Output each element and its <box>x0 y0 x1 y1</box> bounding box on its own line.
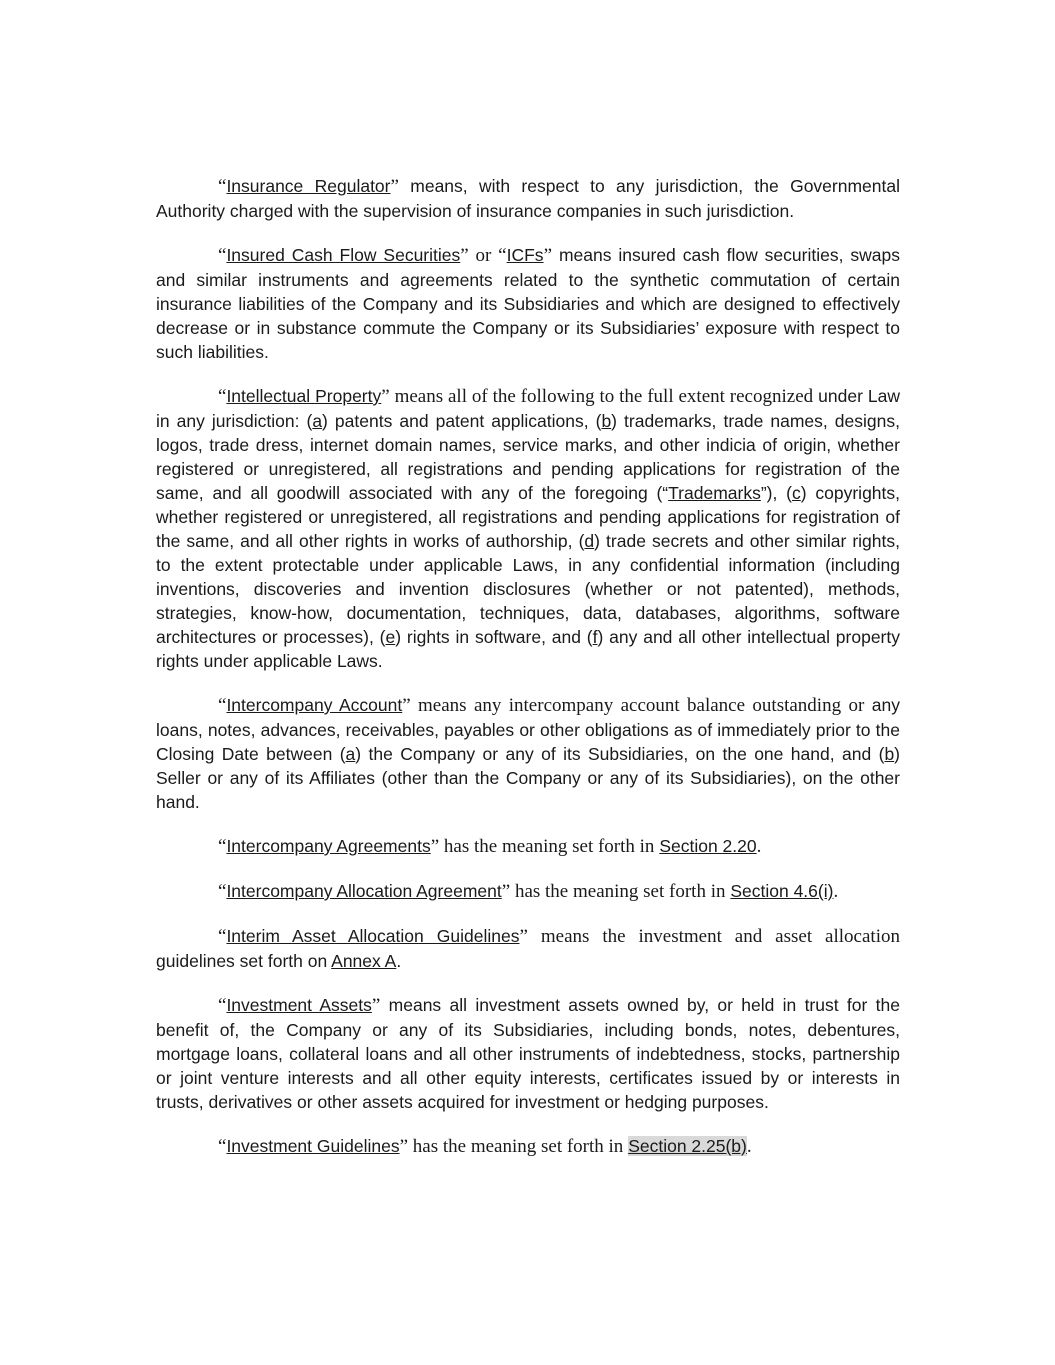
definition-intercompany-allocation-agreement: “Intercompany Allocation Agreement” has the meaning set forth in Section 4.6(i). <box>218 881 839 902</box>
defined-term: Intellectual Property <box>226 386 382 406</box>
definition-text-part: ) the Company or any of its Subsidiaries, on the one hand, and ( <box>355 744 885 764</box>
definition-lead-text: has the meaning set forth in <box>514 881 726 902</box>
defined-term: Intercompany Account <box>226 695 403 715</box>
clause-letter: a <box>312 411 323 431</box>
definition-insured-cash-flow-securities: “Insured Cash Flow Securities” or “ICFs” means insured cash flow securities, swaps and similar instruments and agreements related to the synthetic commutation of certain insurance liabilities of the Company and its Subsidiaries and which are designed to effectively decrease or in substance commute the Company or its Subsidiaries’ exposure with respect to such liabilities. <box>156 245 900 362</box>
clause-letter: d <box>584 531 595 551</box>
clause-letter: b <box>884 744 895 764</box>
definition-intellectual-property: “Intellectual Property” means all of the following to the full extent recognized under Law in any jurisdiction: (a) patents and patent applications, (b) trademarks, trade names, designs, logos, trade dress, internet domain names, service marks, and other indicia of origin, whether registered or unregistered, all registrations and pending applications for registration of the same, and all goodwill associated with any of the foregoing (“Trademarks”), (c) copyrights, whether registered or unregistered, all registrations and pending applications for registration of the same, and all other rights in works of authorship, (d) trade secrets and other similar rights, to the extent protectable under applicable Laws, in any confidential information (including inventions, discoveries and invention disclosures (whether or not patented), methods, strategies, know-how, documentation, techniques, data, databases, algorithms, software architectures or processes), (e) rights in software, and (f) any and all other intellectual property rights under applicable Laws. <box>156 386 901 671</box>
sentence-end: . <box>396 951 402 971</box>
definition-text: means, with respect to any jurisdiction, the Governmental Authority charged with the supervision of insurance companies in such jurisdiction. <box>156 176 900 221</box>
clause-letter: e <box>385 627 396 647</box>
defined-term: Interim Asset Allocation Guidelines <box>226 926 520 946</box>
definition-text-part: ) any and all other intellectual property rights under applicable Laws. <box>156 627 900 671</box>
definition-insurance-regulator: “Insurance Regulator” means, with respect to any jurisdiction, the Governmental Authority charged with the supervision of insurance companies in such jurisdiction. <box>156 176 900 221</box>
definition-interim-asset-allocation-guidelines: “Interim Asset Allocation Guidelines” means the investment and asset allocation guidelines set forth on Annex A. <box>156 926 900 971</box>
defined-term: Investment Guidelines <box>226 1136 400 1156</box>
definition-investment-guidelines: “Investment Guidelines” has the meaning set forth in Section 2.25(b). <box>218 1136 752 1157</box>
definition-text-part: ”), ( <box>760 483 793 503</box>
sentence-end: . <box>833 881 839 902</box>
defined-term: Intercompany Agreements <box>226 836 431 856</box>
definition-investment-assets: “Investment Assets” means all investment assets owned by, or held in trust for the benefit of, the Company or any of its Subsidiaries, including bonds, notes, debentures, mortgage loans, collateral loans and all other instruments of indebtedness, stocks, partnership or joint venture interests and all other equity interests, certificates issued by or interests in trusts, derivatives or other assets acquired for investment or hedging purposes. <box>156 995 900 1112</box>
clause-letter: f <box>592 627 598 647</box>
definition-text: means all investment assets owned by, or held in trust for the benefit of, the Company or any of its Subsidiaries, including bonds, notes, debentures, mortgage loans, collateral loans and all other instruments of indebtedness, stocks, partnership or joint venture interests and all other equity interests, certificates issued by or interests in trusts, derivatives or other assets acquired for investment or hedging purposes. <box>156 995 900 1112</box>
document-page <box>156 174 900 1179</box>
definition-text-part: ) trade secrets and other similar rights, to the extent protectable under applicable Laws, in any confidential information (including inventions, discoveries and invention disclosures (whether or not patented), methods, strategies, know-how, documentation, techniques, data, databases, algorithms, software architectures or processes), ( <box>156 531 900 647</box>
sentence-end: . <box>756 836 762 857</box>
definition-intercompany-agreements: “Intercompany Agreements” has the meaning set forth in Section 2.20. <box>218 836 762 857</box>
defined-term: Insured Cash Flow Securities <box>226 245 461 265</box>
definition-lead-text: has the meaning set forth in <box>412 1136 624 1157</box>
definition-intercompany-account: “Intercompany Account” means any intercompany account balance outstanding or any loans, notes, advances, receivables, payables or other obligations as of immediately prior to the Closing Date between (a) the Company or any of its Subsidiaries, on the one hand, and (b) Seller or any of its Affiliates (other than the Company or any of its Subsidiaries), on the other hand. <box>156 695 901 812</box>
defined-term: Insurance Regulator <box>226 176 391 196</box>
definition-text: means insured cash flow securities, swaps and similar instruments and agreements related to the synthetic commutation of certain insurance liabilities of the Company and its Subsidiaries and which are designed to effectively decrease or in substance commute the Company or its Subsidiaries’ exposure with respect to such liabilities. <box>156 245 900 362</box>
clause-letter: c <box>792 483 801 503</box>
definition-lead-text: has the meaning set forth in <box>443 836 655 857</box>
defined-term-inline: Trademarks <box>668 483 761 503</box>
definition-lead-text: means any intercompany account balance outstanding or <box>418 695 865 716</box>
definition-text-part: guidelines set forth on <box>156 951 328 971</box>
annex-reference: Annex A <box>331 951 397 971</box>
definition-text-part: ) Seller or any of its Affiliates (other than the Company or any of its Subsidiaries), on the other hand. <box>156 744 900 812</box>
defined-term-alias: ICFs <box>506 245 544 265</box>
section-reference: Section 2.20 <box>659 836 757 856</box>
section-reference-highlighted: Section 2.25(b) <box>628 1136 747 1156</box>
definition-text-part: ) rights in software, and ( <box>395 627 593 647</box>
definition-text-part: ) patents and patent applications, ( <box>322 411 602 431</box>
definition-text-part: ) copyrights, whether registered or unregistered, all registrations and pending applications for registration of the same, and all other rights in works of authorship, ( <box>156 483 901 551</box>
sentence-end: . <box>746 1136 752 1157</box>
definition-text-part: under Law in any jurisdiction: ( <box>156 386 900 431</box>
definition-lead-text: means the investment and asset allocation <box>540 926 900 947</box>
definition-text-part: ) trademarks, trade names, designs, logos, trade dress, internet domain names, service marks, and other indicia of origin, whether registered or unregistered, all registrations and pending applications for registration of the same, and all goodwill associated with any of the foregoing (“ <box>156 411 900 503</box>
clause-letter: b <box>601 411 612 431</box>
definition-lead-text: means all of the following to the full extent recognized <box>394 386 814 407</box>
connector-text: or <box>475 245 492 266</box>
defined-term: Intercompany Allocation Agreement <box>226 881 502 901</box>
defined-term: Investment Assets <box>226 995 372 1015</box>
section-reference: Section 4.6(i) <box>730 881 834 901</box>
definition-text-part: any loans, notes, advances, receivables, payables or other obligations as of immediately prior to the Closing Date between ( <box>156 695 901 764</box>
clause-letter: a <box>345 744 356 764</box>
